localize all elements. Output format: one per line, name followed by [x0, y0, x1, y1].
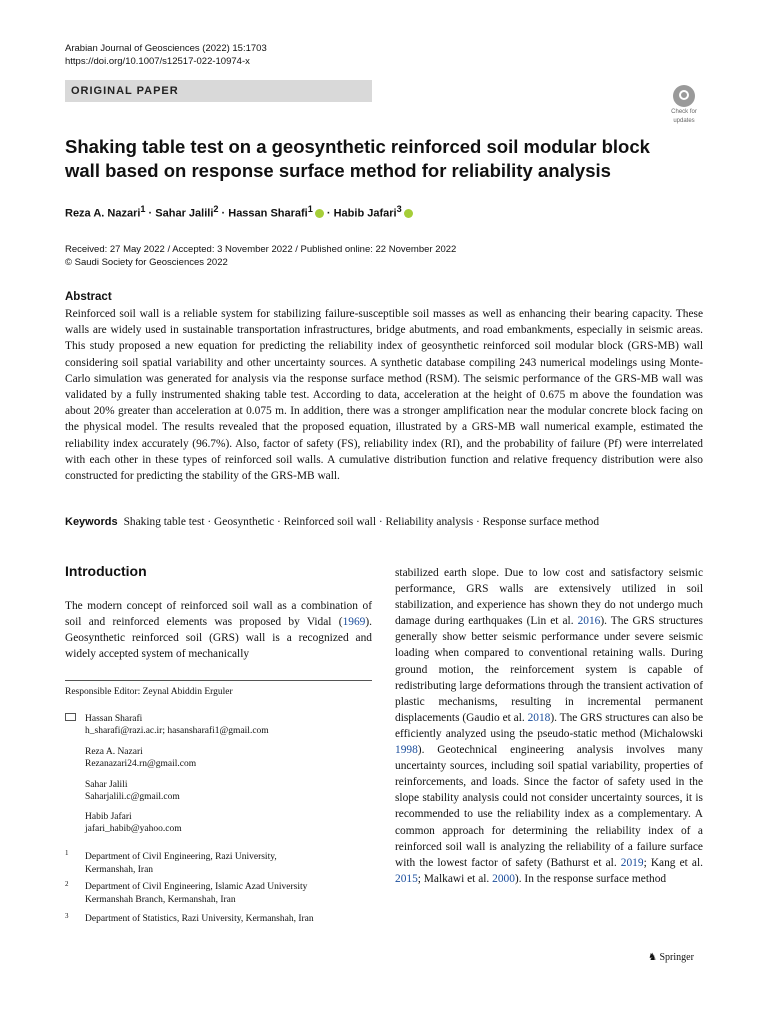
- citation-link[interactable]: 2018: [527, 711, 551, 724]
- contact-email[interactable]: jafari_habib@yahoo.com: [85, 824, 182, 834]
- citation-link[interactable]: 1998: [395, 744, 418, 757]
- citation-link[interactable]: 2000: [492, 872, 515, 885]
- author-sep: ·: [323, 207, 334, 220]
- publication-dates: [65, 243, 456, 269]
- author-sep: ·: [145, 207, 156, 220]
- journal-line: Arabian Journal of Geosciences (2022) 15:1703: [65, 43, 267, 54]
- affiliation-3: [85, 913, 314, 926]
- author-2-aff: 2: [213, 204, 219, 214]
- affiliation-2: [85, 881, 307, 907]
- badge-text-1: Check for: [671, 109, 697, 115]
- affiliation-line: Kermanshah Branch, Kermanshah, Iran: [85, 895, 236, 905]
- contact-name: Reza A. Nazari: [85, 747, 143, 757]
- body-text: ; Kang et al.: [643, 856, 704, 869]
- citation-link[interactable]: 2015: [395, 872, 418, 885]
- affiliation-1: [85, 851, 277, 877]
- affiliation-line: Kermanshah, Iran: [85, 865, 154, 875]
- author-3-aff: 1: [307, 204, 313, 214]
- author-1-aff: 1: [140, 204, 146, 214]
- publisher-name: Springer: [659, 952, 694, 963]
- body-text: ). In the response surface method: [514, 872, 667, 885]
- citation-link[interactable]: 2019: [620, 856, 644, 869]
- intro-paragraph-right: [395, 565, 703, 887]
- author-sep: ·: [218, 207, 229, 220]
- journal-info: [65, 42, 267, 68]
- contact-4: [85, 811, 182, 835]
- publisher-logo: [648, 952, 694, 963]
- springer-horse-icon: ♞: [648, 952, 657, 963]
- affiliation-number: 3: [65, 912, 69, 920]
- author-list: [65, 204, 413, 220]
- body-text: ). Geosynthetic reinforced soil (GRS) wall is a recognized and widely accepted system of mechanically: [65, 616, 372, 661]
- contact-email[interactable]: Saharjalili.c@gmail.com: [85, 792, 180, 802]
- orcid-icon[interactable]: [404, 209, 413, 218]
- affiliation-line: Department of Civil Engineering, Razi University,: [85, 852, 277, 862]
- dates-line: Received: 27 May 2022 / Accepted: 3 November 2022 / Published online: 22 November 2022: [65, 244, 457, 255]
- keywords-text: Shaking table test · Geosynthetic · Reinforced soil wall · Reliability analysis · Response surface method: [123, 516, 600, 528]
- contact-email[interactable]: h_sharafi@razi.ac.ir; hasansharafi1@gmail.com: [85, 726, 269, 736]
- paper-title: Shaking table test on a geosynthetic reinforced soil modular block wall based on response surface method for reliability analysis: [65, 136, 650, 181]
- contact-email[interactable]: Rezanazari24.rn@gmail.com: [85, 759, 197, 769]
- author-3[interactable]: Hassan Sharafi: [228, 207, 308, 220]
- check-for-updates-badge[interactable]: [666, 85, 702, 123]
- badge-text-2: updates: [673, 117, 695, 124]
- affiliation-line: Department of Civil Engineering, Islamic Azad University: [85, 882, 308, 892]
- affiliation-line: Department of Statistics, Razi University, Kermanshah, Iran: [85, 914, 314, 924]
- body-text: ; Malkawi et al.: [417, 872, 493, 885]
- doi-link[interactable]: https://doi.org/10.1007/s12517-022-10974-x: [65, 56, 250, 67]
- contact-name: Sahar Jalili: [85, 780, 128, 790]
- body-text: ). Geotechnical engineering analysis involves many uncertainty sources, including soil spatial variability, properties of reinforcements, and loads. Since the factor of safety used in the slope stability analysis could not consider uncertainty sources, it is recommended to use the reliability index as a complementary. A common approach for determining the reliability index of a reinforced soil wall is analyzing the reliability of a failure surface with the lowest factor of safety (Bathurst et al.: [395, 744, 703, 869]
- section-label: ORIGINAL PAPER: [65, 80, 372, 102]
- abstract-text: Reinforced soil wall is a reliable system for stabilizing failure-susceptible soil masses as well as enhancing their bearing capacity. These walls are widely used in sustainable transportation infrastructures, bridge abutments, and road embankments, especially in seismic areas. This study proposed a new equation for predicting the reliability index of geosynthetic reinforced soil modular block (GRS-MB) wall considering soil spatial variability and other uncertainty sources. A synthetic database compiling 243 numerical modelings using Monte-Carlo simulation was generated for analysis via the response surface method (RSM). The seismic performance of the GRS-MB wall was validated by a fully instrumented shaking table test. According to data, acceleration at the height of 0.675 m above the foundation was about 20% greater than acceleration at 0.075 m. In addition, there was a stronger amplification near the modular concrete block facing on the physical model. The results revealed that the proposed equation, illustrated by a GRS-MB wall numerical example, estimated the reliability index accurately (96.7%). Also, factor of safety (FS), reliability index (RI), and the probability of failure (Pf) were interrelated with each other in these types of reinforced soil walls. A cumulative distribution function and relative frequency distribution were also constructed for predicting the stability of the GRS-MB wall.: [65, 308, 703, 483]
- contact-name: Hassan Sharafi: [85, 714, 143, 724]
- body-text: stabilized earth slope. Due to low cost and satisfactory seismic performance, GRS walls are extensively utilized in soil stabilization, and experience has shown they do not undergo much damage during earthquakes (Lin et al.: [395, 567, 703, 628]
- responsible-editor: Responsible Editor: Zeynal Abiddin Erguler: [65, 687, 233, 697]
- citation-link[interactable]: 2016: [577, 615, 601, 628]
- body-text: The modern concept of reinforced soil wall as a combination of soil and reinforced elements was proposed by Vidal (: [65, 600, 372, 629]
- copyright-line: © Saudi Society for Geosciences 2022: [65, 257, 228, 268]
- author-4-aff: 3: [396, 204, 402, 214]
- intro-paragraph-left: [65, 598, 372, 662]
- contact-3: [85, 779, 180, 803]
- author-1[interactable]: Reza A. Nazari: [65, 207, 141, 220]
- author-2[interactable]: Sahar Jalili: [155, 207, 214, 220]
- citation-link[interactable]: 1969: [342, 616, 366, 629]
- envelope-icon: [65, 713, 76, 721]
- affiliation-number: 1: [65, 849, 69, 857]
- contact-2: [85, 746, 196, 770]
- body-text: ). The GRS structures can also be efficiently analyzed using the pseudo-static method (Michalowski: [395, 711, 703, 740]
- contact-name: Habib Jafari: [85, 812, 132, 822]
- affiliation-number: 2: [65, 880, 69, 888]
- contact-1: [85, 713, 269, 737]
- keywords: [65, 516, 715, 528]
- abstract-heading: Abstract: [65, 291, 112, 303]
- check-updates-icon: [673, 85, 695, 107]
- orcid-icon[interactable]: [315, 209, 324, 218]
- author-4[interactable]: Habib Jafari: [333, 207, 397, 220]
- body-text: ). The GRS structures generally show better seismic performance under severe seismic loading when compared to conventional retaining walls. During ground motion, the reinforcement system is capable of redistributing large deformations through the transient activation of plastic mechanisms, resulting in incremental permanent displacements (Gaudio et al.: [395, 615, 703, 724]
- introduction-heading: Introduction: [65, 563, 147, 579]
- keywords-label: Keywords: [65, 516, 118, 528]
- footnote-divider: [65, 680, 372, 681]
